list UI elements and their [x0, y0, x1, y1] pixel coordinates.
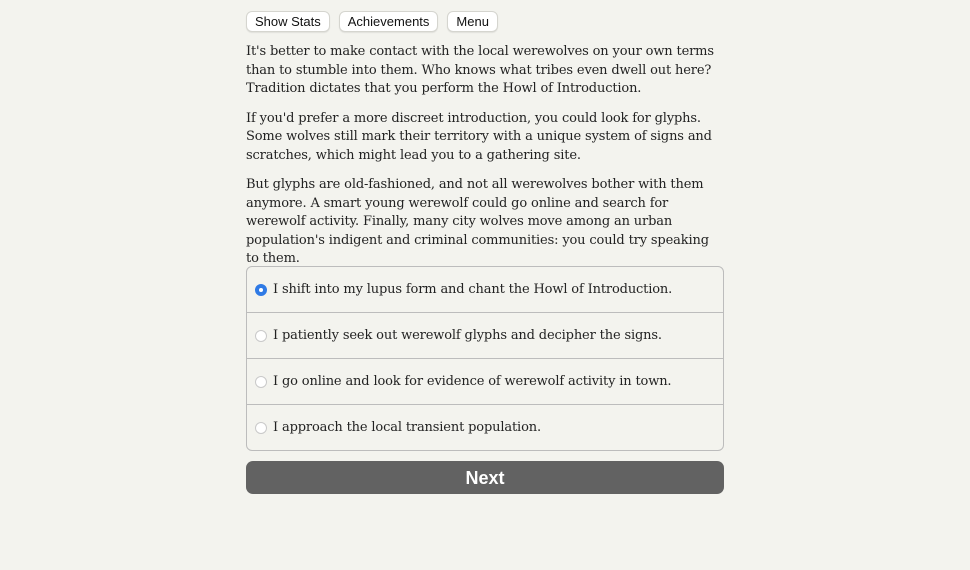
radio-icon[interactable]	[255, 376, 267, 388]
choice-option-online[interactable]	[247, 359, 723, 405]
choice-option-howl[interactable]	[247, 267, 723, 313]
radio-selected-icon[interactable]	[255, 284, 267, 296]
choice-list	[246, 266, 724, 451]
next-button[interactable]: Next	[246, 461, 724, 494]
radio-icon[interactable]	[255, 422, 267, 434]
story-paragraph: But glyphs are old-fashioned, and not all werewolves bother with them anymore. A smart young werewolf could go online and search for werewolf activity. Finally, many city wolves move among an urban population's indigent and criminal communities: you could try speaking to them.	[246, 177, 709, 266]
story-paragraph: It's better to make contact with the local werewolves on your own terms than to stumble into them. Who knows what tribes even dwell out here? Tradition dictates that you perform the Howl of Introduction.	[246, 44, 714, 96]
radio-icon[interactable]	[255, 330, 267, 342]
choice-option-glyphs[interactable]	[247, 313, 723, 359]
story-paragraph: If you'd prefer a more discreet introduction, you could look for glyphs. Some wolves still mark their territory with a unique system of signs and scratches, which might lead you to a gathering site.	[246, 110, 712, 163]
choice-label: I patiently seek out werewolf glyphs and decipher the signs.	[273, 328, 662, 343]
show-stats-button[interactable]: Show Stats	[246, 11, 330, 32]
choice-option-transient[interactable]	[247, 405, 723, 450]
choice-label: I go online and look for evidence of werewolf activity in town.	[273, 374, 672, 389]
menu-button[interactable]: Menu	[447, 11, 498, 32]
choice-label: I approach the local transient population.	[273, 420, 541, 435]
choice-label: I shift into my lupus form and chant the Howl of Introduction.	[273, 282, 673, 297]
story-text	[246, 43, 724, 280]
top-toolbar	[246, 11, 498, 32]
achievements-button[interactable]: Achievements	[339, 11, 439, 32]
